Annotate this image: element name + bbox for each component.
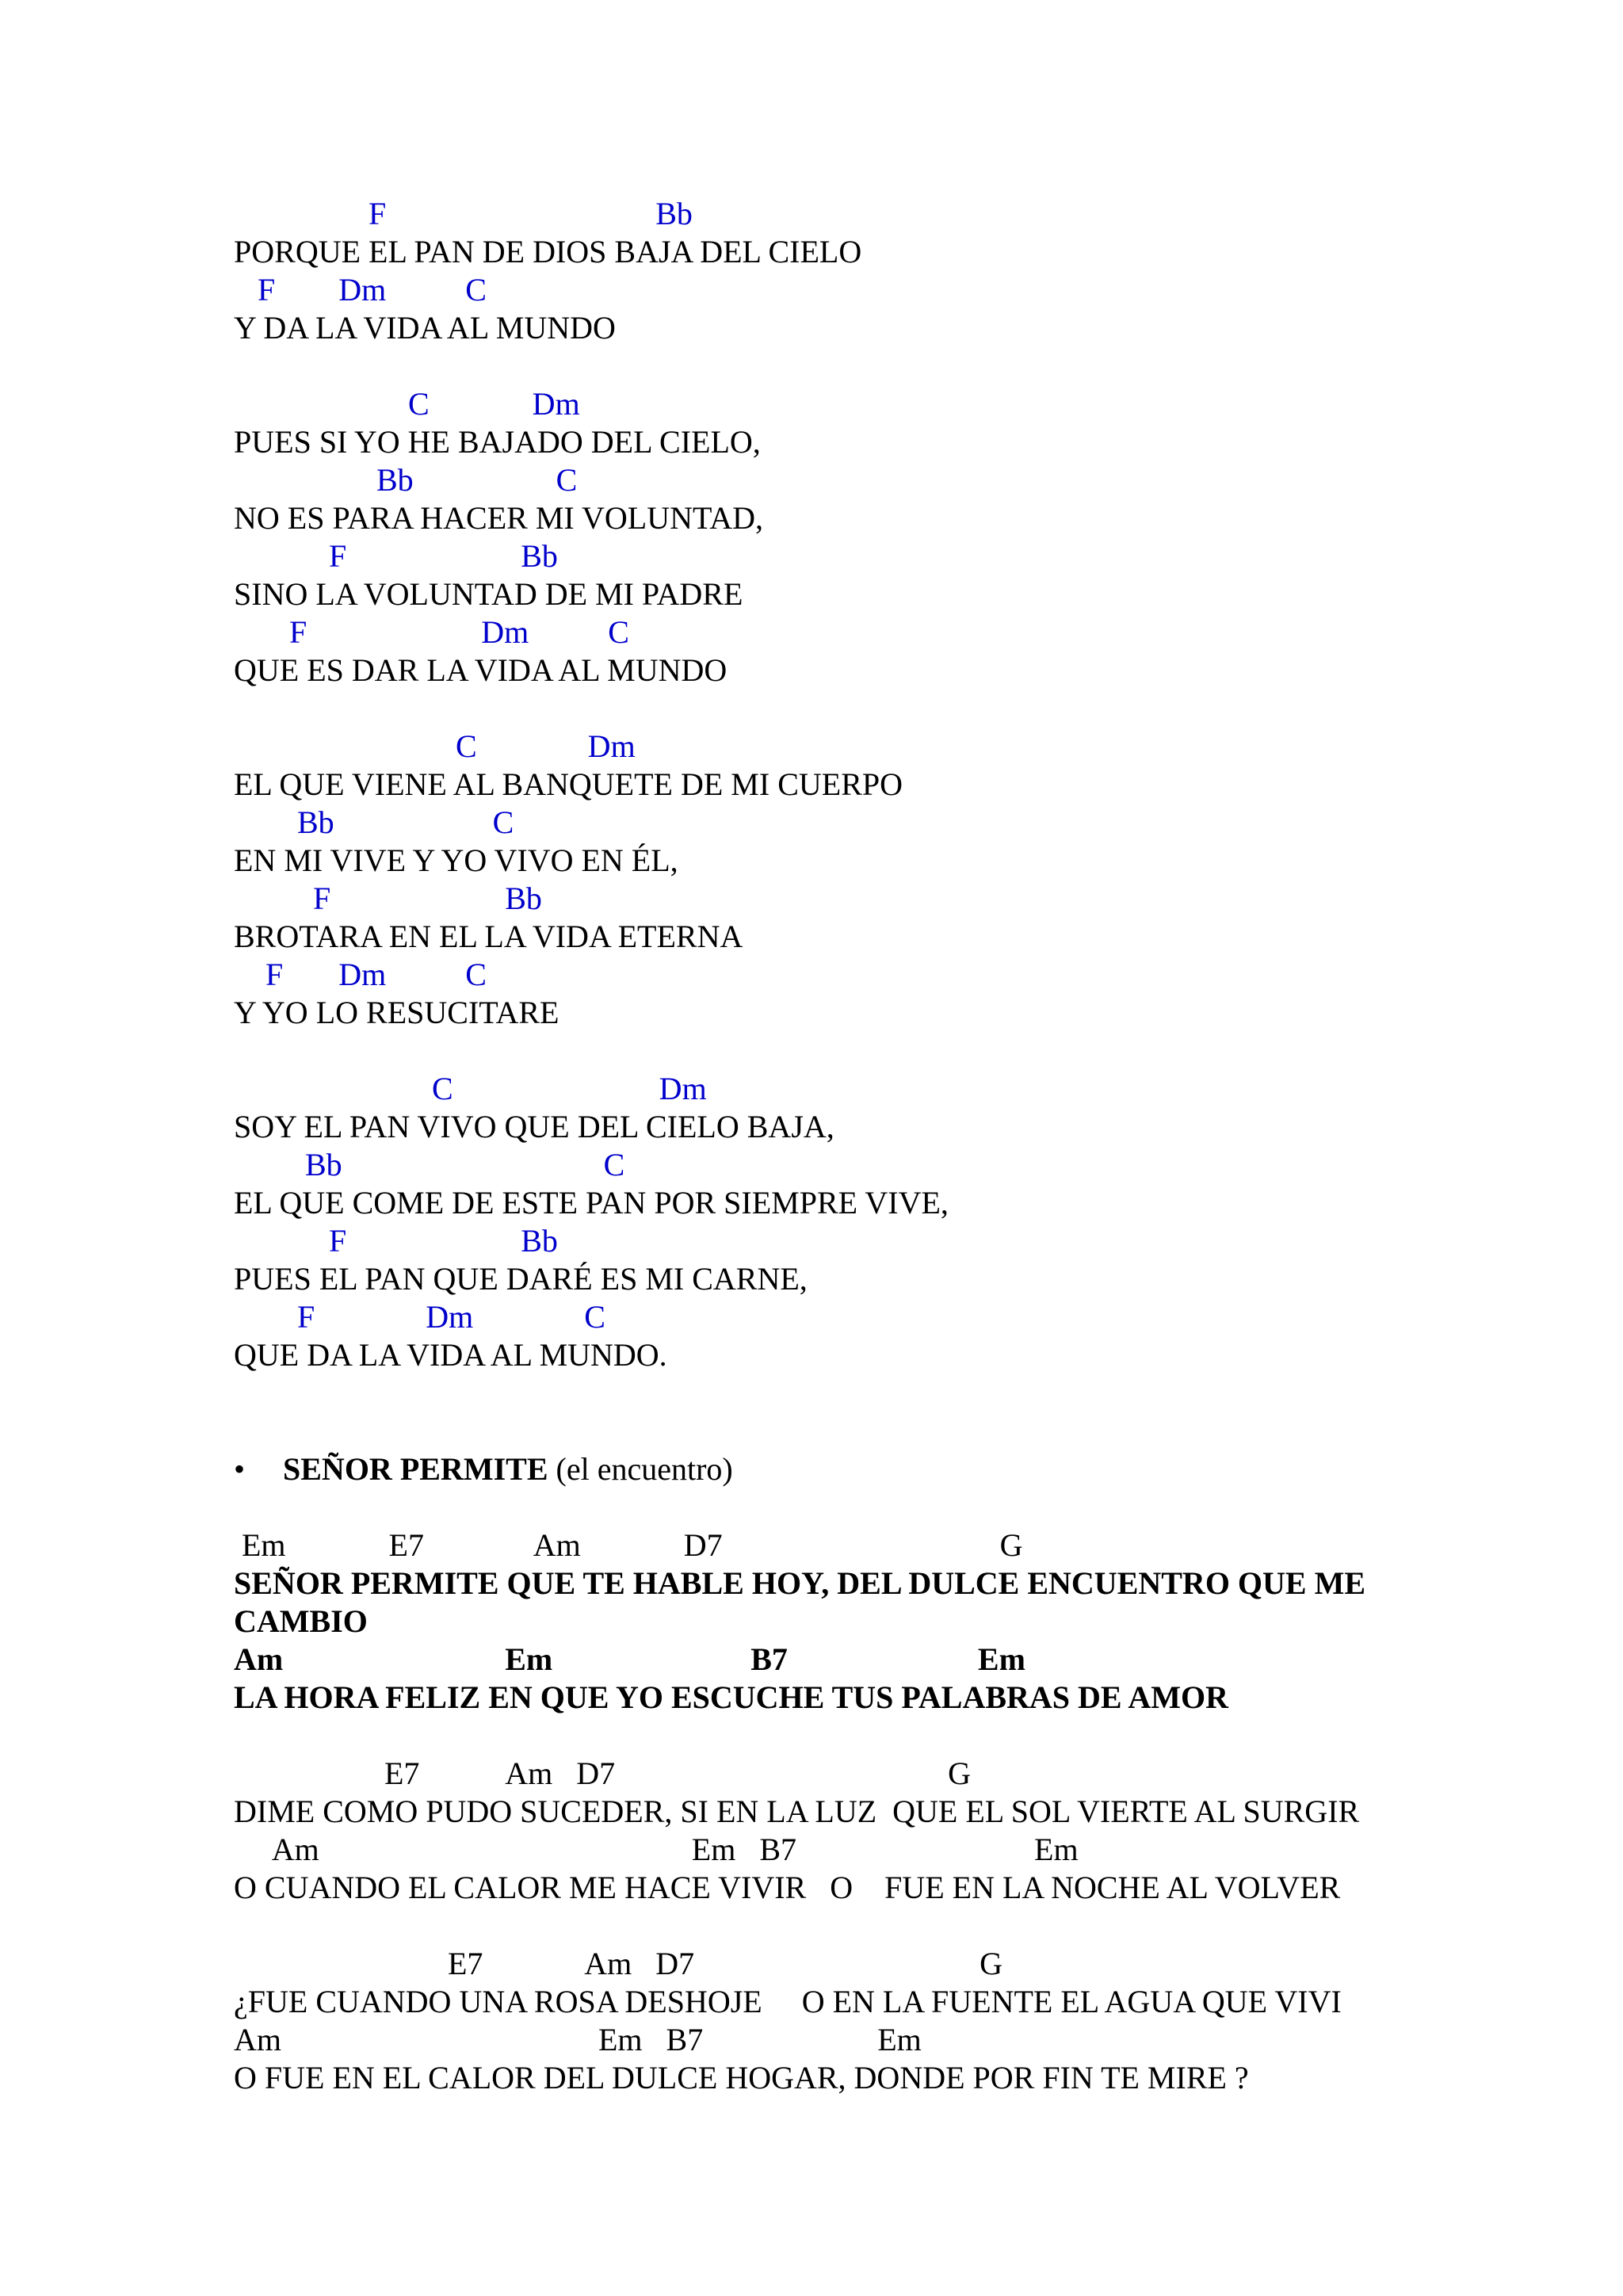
chord-line: C Dm [234, 728, 636, 764]
chord-line: Am Em B7 Em [234, 2022, 922, 2057]
lyric-line: Y YO LO RESUCITARE [234, 995, 559, 1030]
chord-line: E7 Am D7 G [234, 1946, 1002, 1981]
chord-line: C Dm [234, 1071, 707, 1106]
lyric-line: DIME COMO PUDO SUCEDER, SI EN LA LUZ QUE EL SOL VIERTE AL SURGIR [234, 1794, 1360, 1829]
chord-line: Bb C [234, 1147, 625, 1182]
lyric-line: EL QUE COME DE ESTE PAN POR SIEMPRE VIVE, [234, 1185, 949, 1221]
chord-line: F Bb [234, 196, 693, 231]
chord-line: F Dm C [234, 1299, 605, 1335]
lyric-line: LA HORA FELIZ EN QUE YO ESCUCHE TUS PALABRAS DE AMOR [234, 1679, 1229, 1715]
chord-line: E7 Am D7 G [234, 1755, 971, 1791]
lyric-line: SEÑOR PERMITE QUE TE HABLE HOY, DEL DULCE ENCUENTRO QUE ME [234, 1565, 1366, 1601]
lyric-line: PUES EL PAN QUE DARÉ ES MI CARNE, [234, 1261, 808, 1297]
chord-line: Bb C [234, 804, 514, 840]
song-subtitle: (el encuentro) [548, 1451, 733, 1487]
lyric-line: QUE ES DAR LA VIDA AL MUNDO [234, 652, 727, 688]
chord-line: F Bb [234, 881, 542, 916]
chord-line: Am Em B7 Em [234, 1641, 1025, 1677]
chord-line: Am Em B7 Em [234, 1832, 1079, 1867]
lyric-line: CAMBIO [234, 1603, 368, 1639]
lyric-line: SOY EL PAN VIVO QUE DEL CIELO BAJA, [234, 1109, 834, 1144]
chord-line: Em E7 Am D7 G [234, 1527, 1023, 1563]
chord-line: F Dm C [234, 272, 487, 308]
lyric-line: PORQUE EL PAN DE DIOS BAJA DEL CIELO [234, 234, 862, 269]
lyric-line: QUE DA LA VIDA AL MUNDO. [234, 1337, 667, 1373]
lyric-line: EL QUE VIENE AL BANQUETE DE MI CUERPO [234, 766, 903, 802]
lyric-line: ¿FUE CUANDO UNA ROSA DESHOJE O EN LA FUENTE EL AGUA QUE VIVI [234, 1984, 1342, 2019]
chord-line: F Dm C [234, 614, 629, 650]
lyric-line: NO ES PARA HACER MI VOLUNTAD, [234, 500, 763, 536]
lyric-line: PUES SI YO HE BAJADO DEL CIELO, [234, 424, 761, 460]
chord-line: F Bb [234, 1223, 558, 1259]
chord-line: F Dm C [234, 957, 487, 992]
chord-line: Bb C [234, 462, 578, 498]
chord-line: F Bb [234, 538, 558, 574]
lyric-line: O FUE EN EL CALOR DEL DULCE HOGAR, DONDE POR FIN TE MIRE ? [234, 2060, 1249, 2095]
lyric-line: Y DA LA VIDA AL MUNDO [234, 310, 616, 346]
bullet-icon: • [234, 1451, 246, 1487]
lyric-line: EN MI VIVE Y YO VIVO EN ÉL, [234, 842, 678, 878]
lyric-line: SINO LA VOLUNTAD DE MI PADRE [234, 576, 743, 612]
song-title: SEÑOR PERMITE [283, 1451, 548, 1487]
lyric-line: O CUANDO EL CALOR ME HACE VIVIR O FUE EN LA NOCHE AL VOLVER [234, 1870, 1341, 1905]
lyric-line: BROTARA EN EL LA VIDA ETERNA [234, 919, 743, 954]
song-heading [234, 1450, 733, 1488]
chord-line: C Dm [234, 386, 580, 422]
